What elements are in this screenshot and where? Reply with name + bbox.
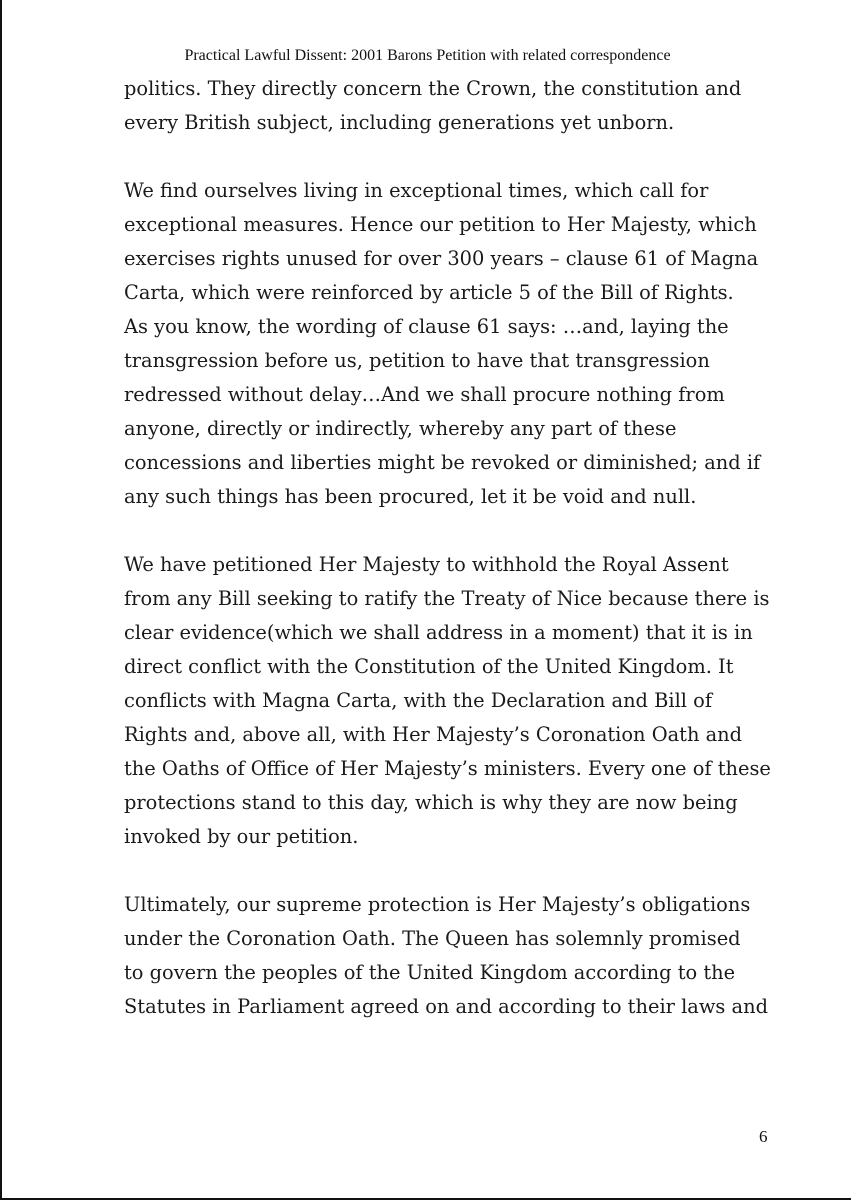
text-line: clear evidence(which we shall address in a moment) that it is in: [124, 621, 753, 644]
text-line: the Oaths of Office of Her Majesty’s ministers. Every one of these: [124, 757, 771, 780]
paragraph: [124, 888, 769, 1024]
text-line: We have petitioned Her Majesty to withhold the Royal Assent: [124, 553, 729, 576]
text-line: exercises rights unused for over 300 years – clause 61 of Magna: [124, 247, 759, 270]
text-line: Statutes in Parliament agreed on and according to their laws and: [124, 995, 769, 1018]
text-line: from any Bill seeking to ratify the Treaty of Nice because there is: [124, 587, 770, 610]
text-line: Ultimately, our supreme protection is Her Majesty’s obligations: [124, 893, 751, 916]
text-line: Rights and, above all, with Her Majesty’s Coronation Oath and: [124, 723, 743, 746]
text-line: any such things has been procured, let it be void and null.: [124, 485, 697, 508]
body-text: [124, 72, 771, 1024]
paragraph: [124, 72, 764, 140]
text-line: redressed without delay…And we shall procure nothing from: [124, 383, 725, 406]
paragraph-gap: [124, 514, 764, 548]
text-line: to govern the peoples of the United Kingdom according to the: [124, 961, 736, 984]
text-line: protections stand to this day, which is why they are now being: [124, 791, 738, 814]
text-line: concessions and liberties might be revoked or diminished; and if: [124, 451, 761, 474]
text-line: conflicts with Magna Carta, with the Declaration and Bill of: [124, 689, 713, 712]
text-line: exceptional measures. Hence our petition to Her Majesty, which: [124, 213, 757, 236]
paragraph: [124, 548, 771, 854]
text-line: invoked by our petition.: [124, 825, 359, 848]
paragraph: [124, 174, 764, 514]
text-line: direct conflict with the Constitution of the United Kingdom. It: [124, 655, 734, 678]
text-line: Carta, which were reinforced by article 5 of the Bill of Rights.: [124, 281, 734, 304]
text-line: We find ourselves living in exceptional times, which call for: [124, 179, 709, 202]
text-line: every British subject, including generations yet unborn.: [124, 111, 675, 134]
text-line: transgression before us, petition to have that transgression: [124, 349, 710, 372]
paragraph-gap: [124, 140, 764, 174]
text-line: anyone, directly or indirectly, whereby any part of these: [124, 417, 677, 440]
text-line: under the Coronation Oath. The Queen has solemnly promised: [124, 927, 741, 950]
running-header: Practical Lawful Dissent: 2001 Barons Petition with related correspondence: [184, 47, 671, 64]
text-line: As you know, the wording of clause 61 says: …and, laying the: [124, 315, 729, 338]
paragraph-gap: [124, 854, 764, 888]
page-number: 6: [759, 1127, 768, 1146]
text-line: politics. They directly concern the Crown, the constitution and: [124, 77, 742, 100]
